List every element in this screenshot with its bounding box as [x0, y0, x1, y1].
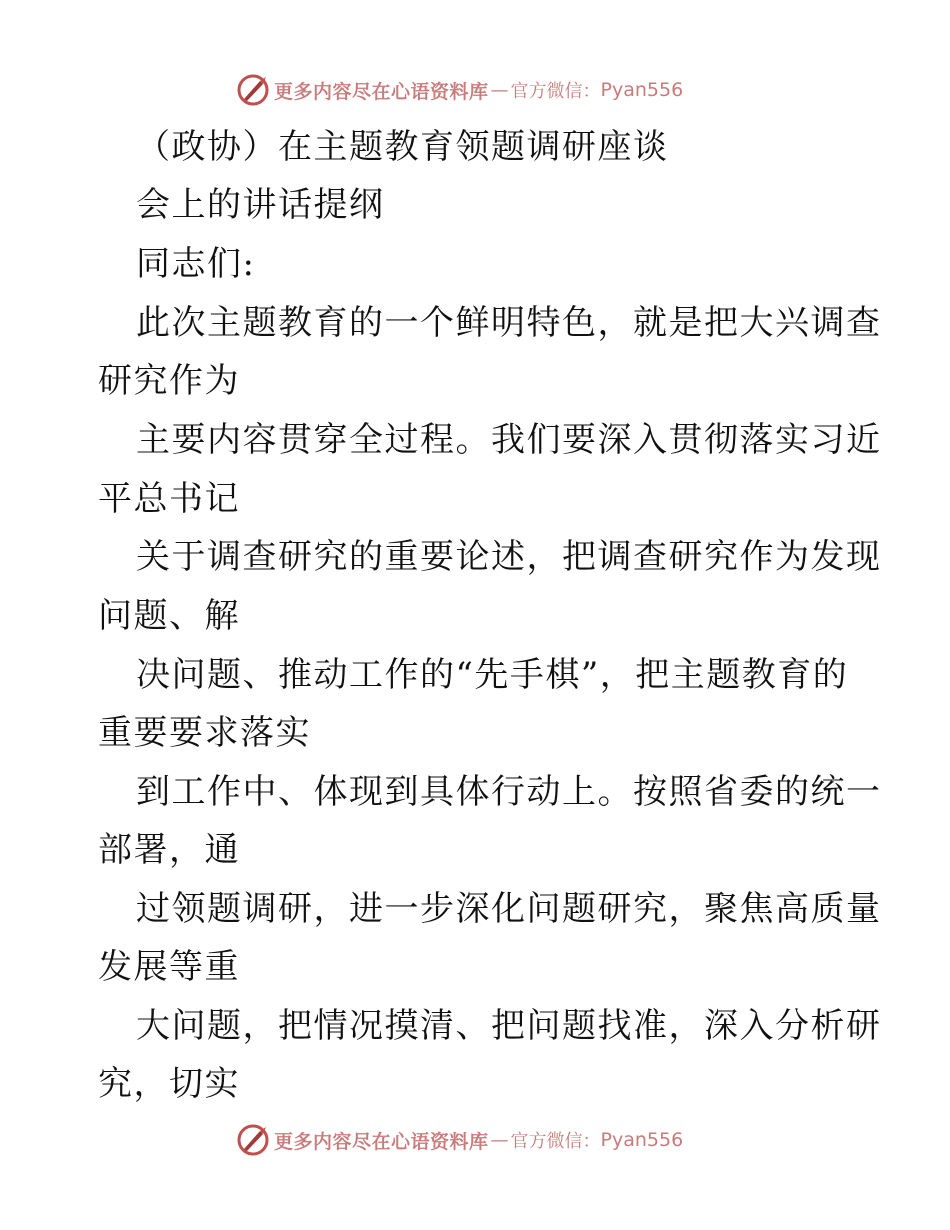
- title-line-2: 会上的讲话提纲: [136, 185, 385, 225]
- header-watermark: [236, 72, 683, 108]
- text-line: 关于调查研究的重要论述，把调查研究作为发现: [136, 537, 882, 577]
- watermark-sub-text: 官方微信：: [510, 1131, 601, 1152]
- text-line: 部署，通: [98, 830, 240, 870]
- text-line: 究，切实: [98, 1064, 240, 1104]
- text-line: 大问题，把情况摸清、把问题找准，深入分析研: [136, 1006, 882, 1046]
- watermark-dash: —: [490, 1129, 509, 1151]
- text-line: 重要要求落实: [98, 713, 311, 753]
- text-line: 主要内容贯穿全过程。我们要深入贯彻落实习近: [136, 420, 882, 460]
- watermark-main-text: 更多内容尽在心语资料库: [274, 1130, 489, 1153]
- text-line: 发展等重: [98, 947, 240, 987]
- watermark-dash: —: [490, 79, 509, 101]
- watermark-id: Pyan556: [600, 1129, 684, 1151]
- text-line: 过领题调研，进一步深化问题研究，聚焦高质量: [136, 889, 882, 929]
- title-line-1: （政协）在主题教育领题调研座谈: [136, 127, 669, 167]
- watermark-sub-text: 官方微信：: [510, 81, 601, 102]
- text-line: 研究作为: [98, 361, 240, 401]
- footer-watermark: [236, 1122, 683, 1158]
- text-line: 平总书记: [98, 479, 240, 519]
- text-line: 此次主题教育的一个鲜明特色，就是把大兴调查: [136, 303, 882, 343]
- watermark-id: Pyan556: [600, 79, 684, 101]
- text-line: 到工作中、体现到具体行动上。按照省委的统一: [136, 772, 882, 812]
- quill-logo-icon: [236, 73, 270, 107]
- text-line: 问题、解: [98, 596, 240, 636]
- text-line: 决问题、推动工作的“先手棋”，把主题教育的: [136, 655, 849, 695]
- salutation: 同志们:: [136, 244, 256, 284]
- watermark-main-text: 更多内容尽在心语资料库: [274, 80, 489, 103]
- quill-logo-icon: [236, 1123, 270, 1157]
